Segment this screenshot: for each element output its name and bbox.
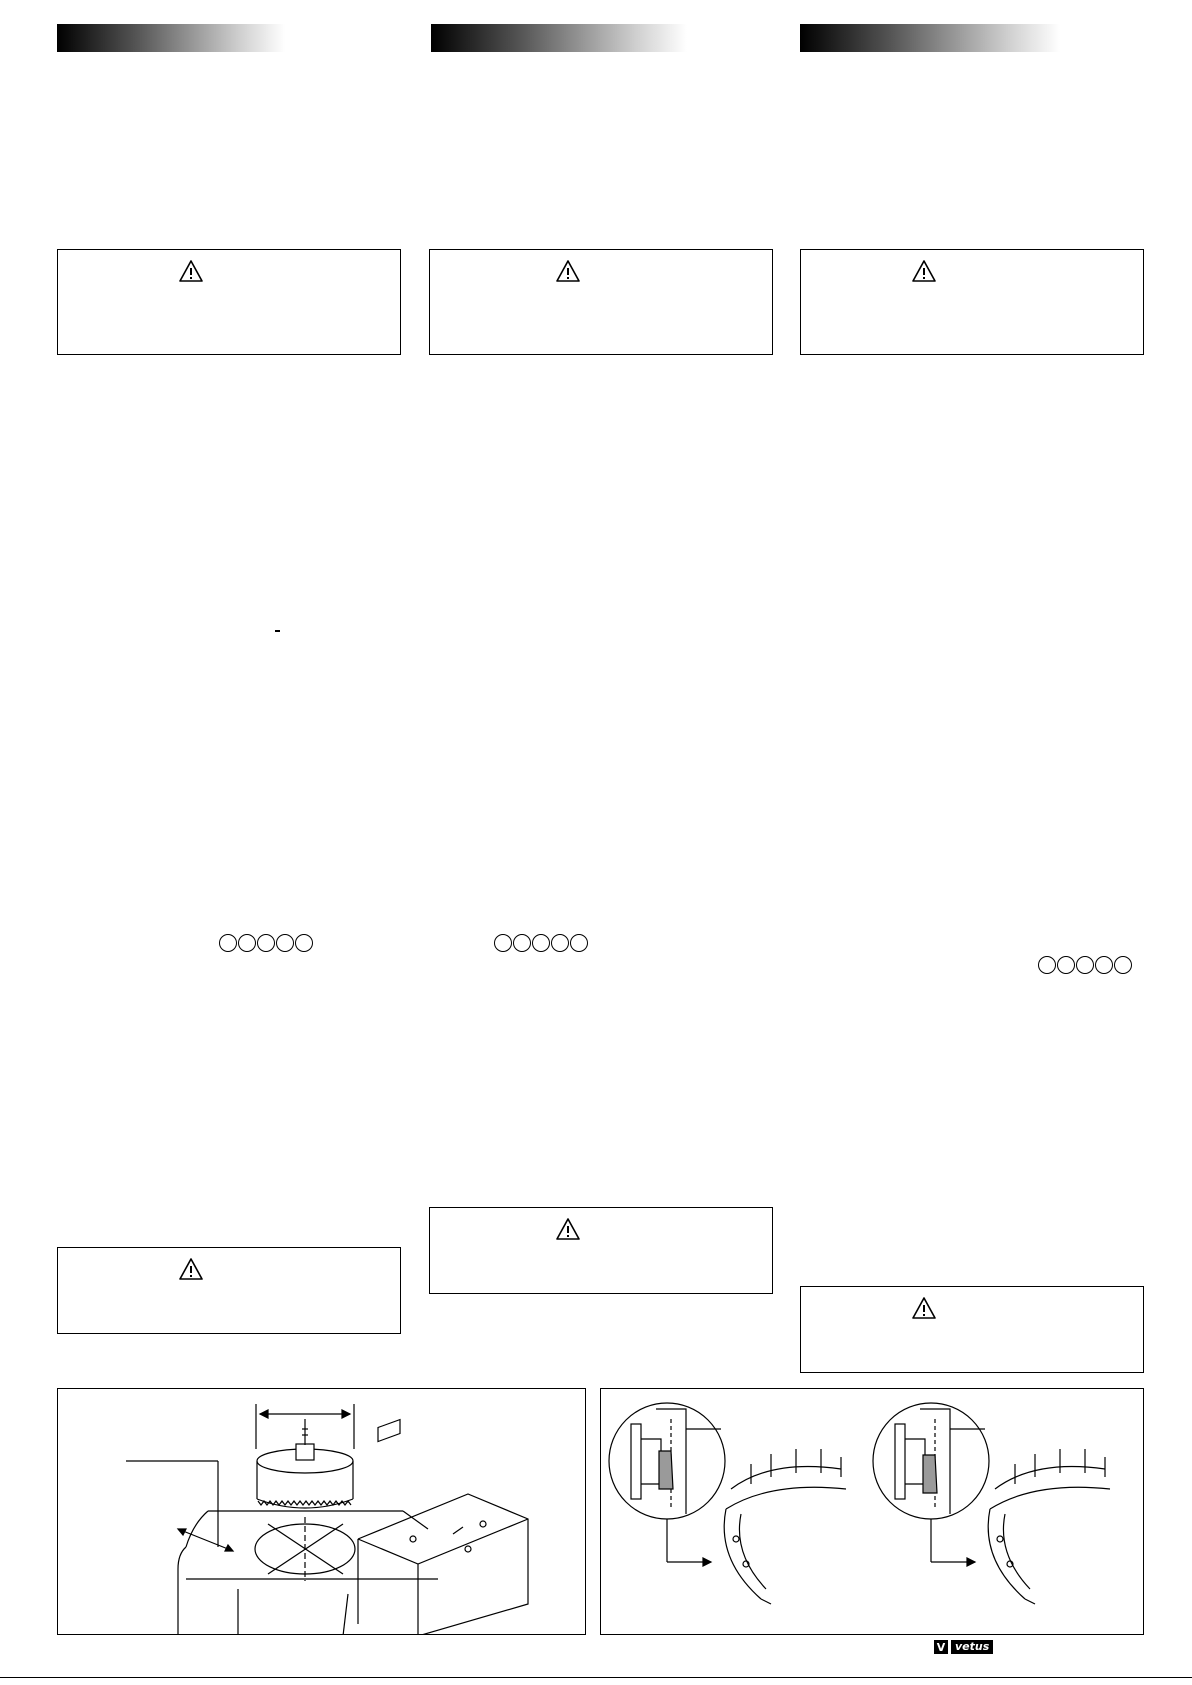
column-2-header-bar [431,24,687,52]
hole-saw-drilling-figure [57,1388,586,1635]
callout-circle [494,934,512,952]
warning-box-col3-top [800,249,1144,355]
callout-circle [257,934,275,952]
callout-circle [219,934,237,952]
column-3-header-bar [800,24,1060,52]
warning-triangle-icon [555,1217,581,1241]
callout-circle [276,934,294,952]
warning-box-col1-bottom [57,1247,401,1334]
callout-circle [551,934,569,952]
callout-circle [1076,956,1094,974]
warning-box-col2-bottom [429,1207,773,1294]
warning-box-col1-top [57,249,401,355]
callout-circle [1038,956,1056,974]
callout-circles-col3 [1038,956,1132,974]
column-1-header-bar [57,24,285,52]
warning-triangle-icon [178,1257,204,1281]
text-dash-mark [275,630,280,632]
warning-box-col3-bottom [800,1286,1144,1373]
callout-circle [1057,956,1075,974]
callout-circles-col2 [494,934,588,952]
callout-circle [295,934,313,952]
seal-ring-drawing [601,1389,1144,1635]
callout-circle [513,934,531,952]
callout-circle [238,934,256,952]
warning-triangle-icon [555,259,581,283]
callout-circle [1114,956,1132,974]
page-bottom-rule [0,1677,1192,1678]
callout-circle [532,934,550,952]
callout-circle [570,934,588,952]
logo-mark: V [934,1640,948,1654]
callout-circles-col1 [219,934,313,952]
vetus-logo [934,1640,993,1654]
warning-triangle-icon [178,259,204,283]
hole-saw-drawing [58,1389,586,1635]
warning-triangle-icon [911,1296,937,1320]
warning-triangle-icon [911,259,937,283]
callout-circle [1095,956,1113,974]
warning-box-col2-top [429,249,773,355]
logo-wordmark: vetus [951,1640,993,1654]
seal-ring-detail-figure [600,1388,1144,1635]
